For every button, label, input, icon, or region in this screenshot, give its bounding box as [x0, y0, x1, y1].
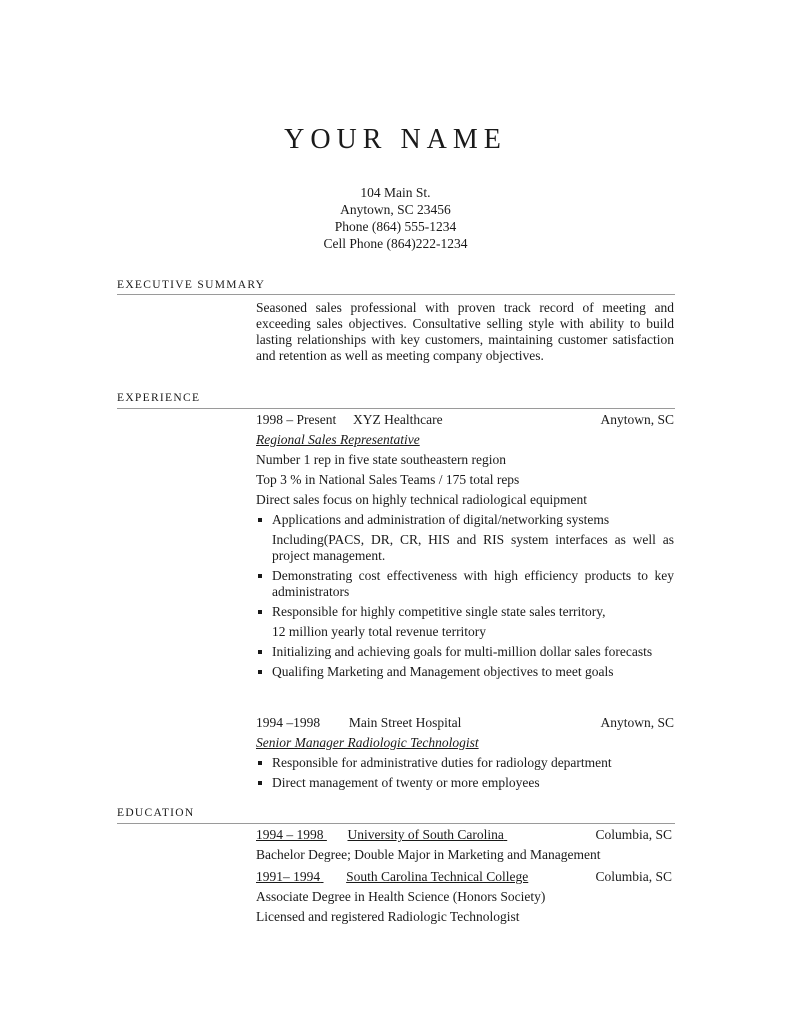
- bullet-icon: [258, 670, 262, 674]
- section-divider: [117, 408, 675, 409]
- edu-1-degree: Bachelor Degree; Double Major in Marketing and Management: [256, 847, 601, 862]
- job-2-header: [256, 713, 674, 733]
- job-1-location: Anytown, SC: [600, 412, 674, 427]
- job-2: [256, 713, 674, 795]
- resume-name: YOUR NAME: [284, 124, 507, 155]
- education-list: [256, 825, 672, 927]
- edu-1-dates: 1994 – 1998: [256, 827, 324, 842]
- summary-text: Seasoned sales professional with proven track record of meeting and exceeding sales objectives. Consultative selling style with ability to build lasting relationships with key customers, maintaining customer satisfaction and retention as well as meeting company objectives.: [256, 300, 674, 363]
- job-1: [256, 410, 674, 684]
- edu-2-degree: Associate Degree in Health Science (Honors Society): [256, 889, 546, 904]
- cell-phone: Cell Phone (864)222-1234: [323, 236, 468, 251]
- job-1-line: Direct sales focus on highly technical radiological equipment: [256, 492, 588, 507]
- list-item: Demonstrating cost effectiveness with high efficiency products to key administrators: [256, 568, 674, 600]
- job-2-dates: 1994 –1998: [256, 715, 321, 730]
- job-1-header: [256, 410, 674, 430]
- bullet-icon: [258, 574, 262, 578]
- list-item: Initializing and achieving goals for multi-million dollar sales forecasts: [256, 644, 674, 660]
- address-line: 104 Main St.: [360, 185, 431, 200]
- city-state-zip: Anytown, SC 23456: [340, 202, 451, 217]
- education-item-2: [256, 867, 672, 887]
- edu-2-school: South Carolina Technical College: [346, 869, 529, 884]
- section-title-summary: EXECUTIVE SUMMARY: [117, 279, 266, 291]
- list-item: Responsible for highly competitive single state sales territory, 12 million yearly total revenue territory: [256, 604, 674, 640]
- list-item: Applications and administration of digital/networking systems Including(PACS, DR, CR, HIS and RIS system interfaces as well as project management.: [256, 512, 674, 564]
- job-1-employer: XYZ Healthcare: [353, 412, 443, 427]
- job-2-employer: Main Street Hospital: [348, 715, 462, 730]
- edu-2-location: Columbia, SC: [595, 869, 672, 884]
- bullet-icon: [258, 518, 262, 522]
- list-item: Responsible for administrative duties for radiology department: [256, 755, 674, 771]
- job-1-dates: 1998 – Present: [256, 412, 337, 427]
- edu-1-location: Columbia, SC: [595, 827, 672, 842]
- job-1-role: Regional Sales Representative: [256, 432, 420, 447]
- section-title-education: EDUCATION: [117, 807, 195, 819]
- edu-2-dates: 1991– 1994: [256, 869, 321, 884]
- bullet-icon: [258, 610, 262, 614]
- job-1-line: Number 1 rep in five state southeastern region: [256, 452, 507, 467]
- edu-1-school: University of South Carolina: [347, 827, 504, 842]
- license-line: Licensed and registered Radiologic Technologist: [256, 909, 520, 924]
- bullet-icon: [258, 781, 262, 785]
- list-item: Direct management of twenty or more employees: [256, 775, 674, 791]
- job-2-location: Anytown, SC: [600, 715, 674, 730]
- section-divider: [117, 294, 675, 295]
- bullet-icon: [258, 650, 262, 654]
- job-2-role: Senior Manager Radiologic Technologist: [256, 735, 479, 750]
- education-item-1: [256, 825, 672, 845]
- section-divider: [117, 823, 675, 824]
- section-title-experience: EXPERIENCE: [117, 392, 201, 404]
- job-1-line: Top 3 % in National Sales Teams / 175 total reps: [256, 472, 520, 487]
- bullet-icon: [258, 761, 262, 765]
- phone: Phone (864) 555-1234: [334, 219, 457, 234]
- contact-block: [0, 184, 791, 252]
- list-item: Qualifing Marketing and Management objectives to meet goals: [256, 664, 674, 680]
